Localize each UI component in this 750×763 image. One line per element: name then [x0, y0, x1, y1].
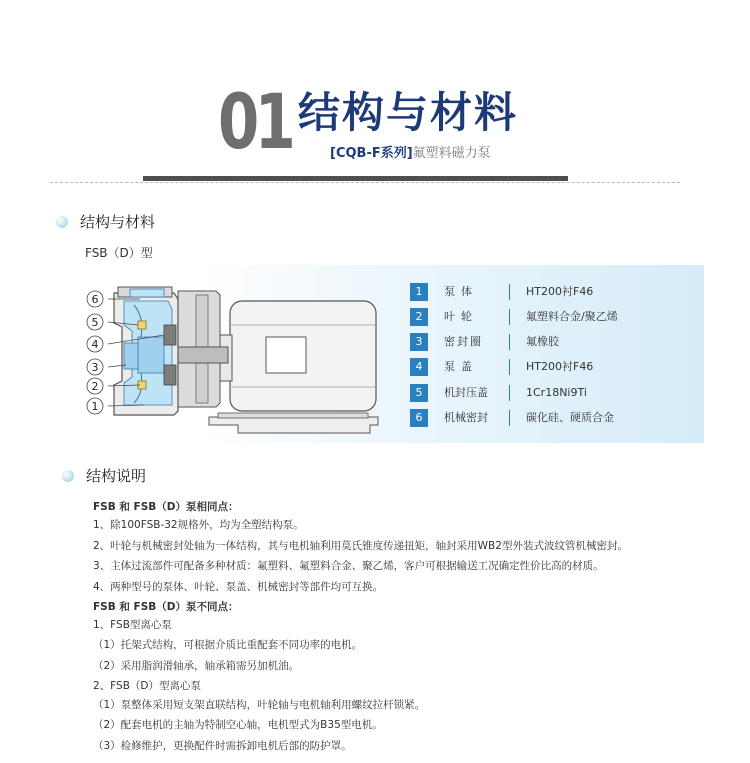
desc-line: FSB 和 FSB（D）泵不同点：: [93, 601, 239, 613]
part-name: 机封压盖: [444, 386, 488, 399]
part-number: 3: [410, 333, 428, 351]
desc-line: （2）配套电机的主轴为特制空心轴，电机型式为B35型电机。: [93, 719, 383, 731]
desc-line: FSB 和 FSB（D）泵相同点：: [93, 501, 239, 513]
pump-drawing: [78, 265, 408, 443]
row-separator: [509, 284, 510, 300]
part-number: 4: [410, 358, 428, 376]
part-number: 5: [410, 384, 428, 402]
part-name: 叶轮: [444, 310, 478, 323]
desc-line: （2）采用脂润滑轴承，轴承箱需另加机油。: [93, 660, 300, 672]
part-name: 密封圈: [444, 335, 483, 348]
part-name: 泵盖: [444, 360, 478, 373]
part-number: 6: [410, 409, 428, 427]
page-subtitle: [330, 146, 491, 162]
page-title: 结构与材料: [298, 88, 519, 137]
row-separator: [509, 385, 510, 401]
desc-line: （3）检修维护，更换配件时需拆卸电机后部的防护罩。: [93, 740, 352, 752]
callout-5: 5: [91, 316, 99, 329]
desc-line: 3、主体过流部件可配备多种材质：氟塑料、氟塑料合金、聚乙烯，客户可根据输送工况确定性价比高的材质。: [93, 560, 604, 572]
part-material: HT200衬F46: [526, 285, 594, 298]
part-name: 机械密封: [444, 411, 488, 424]
part-name: 泵体: [444, 285, 478, 298]
desc-line: 4、两种型号的泵体、叶轮、泵盖、机械密封等部件均可互换。: [93, 581, 384, 593]
model-label: FSB（D）型: [85, 246, 153, 260]
callout-1: 1: [91, 400, 99, 413]
dashed-divider: [50, 182, 680, 183]
row-separator: [509, 334, 510, 350]
part-material: 氟橡胶: [526, 335, 559, 348]
part-number: 2: [410, 308, 428, 326]
callout-6: 6: [91, 293, 99, 306]
bullet-icon: [56, 216, 68, 228]
desc-line: （1）泵整体采用短支架直联结构，叶轮轴与电机轴利用螺纹拉杆锁紧。: [93, 699, 426, 711]
callout-2: 2: [91, 380, 99, 393]
callout-3: 3: [91, 361, 99, 374]
desc-line: 1、FSB型离心泵: [93, 619, 172, 631]
desc-line: （1）托架式结构，可根据介质比重配套不同功率的电机。: [93, 639, 363, 651]
section-number: 01: [218, 77, 292, 166]
bullet-icon: [62, 470, 74, 482]
product-name: 氟塑料磁力泵: [412, 146, 491, 161]
row-separator: [509, 359, 510, 375]
section-title-description: 结构说明: [86, 467, 147, 485]
part-number: 1: [410, 283, 428, 301]
desc-line: 2、叶轮与机械密封处轴为一体结构，其与电机轴利用莫氏锥度传递扭矩，轴封采用WB2型外装式波纹管机械密封。: [93, 540, 628, 552]
title-underline: [143, 176, 568, 181]
part-material: 氟塑料合金/聚乙烯: [526, 310, 618, 323]
series-label: [CQB-F系列]: [330, 146, 413, 161]
row-separator: [509, 410, 510, 426]
part-material: HT200衬F46: [526, 360, 594, 373]
section-title-structure: 结构与材料: [80, 213, 156, 231]
callout-4: 4: [91, 338, 99, 351]
desc-line: 1、除100FSB-32规格外，均为全塑结构泵。: [93, 519, 304, 531]
desc-line: 2、FSB（D）型离心泵: [93, 680, 201, 692]
part-material: 碳化硅、硬质合金: [526, 411, 614, 424]
row-separator: [509, 309, 510, 325]
part-material: 1Cr18Ni9Ti: [526, 386, 587, 399]
